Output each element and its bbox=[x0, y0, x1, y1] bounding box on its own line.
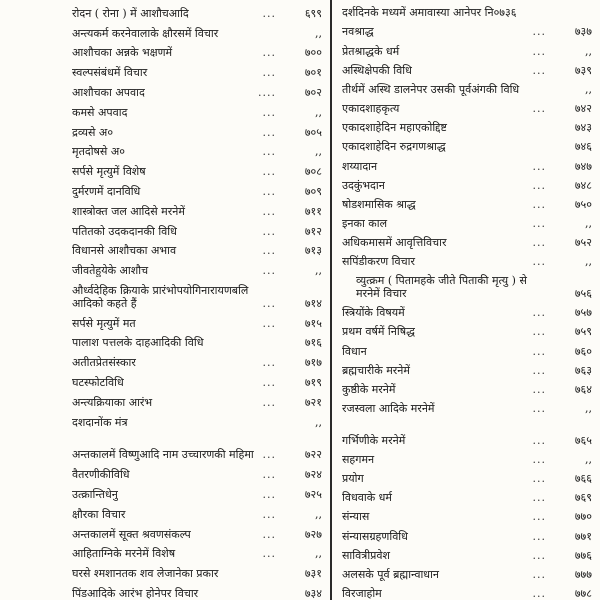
index-entry bbox=[342, 153, 592, 172]
entry-page-number: ७१७ bbox=[304, 356, 322, 370]
entry-page-number: ७७० bbox=[574, 510, 592, 524]
entry-leader-dots: ... bbox=[532, 325, 546, 339]
index-entry bbox=[72, 389, 322, 409]
entry-title: विधवाके धर्म bbox=[342, 491, 392, 505]
entry-page-number: ,, bbox=[585, 255, 592, 269]
index-entry bbox=[342, 58, 592, 77]
entry-page-number: ,, bbox=[585, 82, 592, 96]
entry-leader-dots: ... bbox=[532, 587, 546, 600]
entry-page-number: ७६३ bbox=[574, 363, 592, 377]
index-entry bbox=[72, 429, 322, 462]
index-entry bbox=[342, 504, 592, 523]
entry-page-number: ७२१ bbox=[304, 395, 322, 409]
entry-title: प्रेतश्राद्धके धर्म bbox=[342, 44, 400, 58]
entry-page-number: ७४६ bbox=[574, 140, 592, 154]
entry-title: दशदानोंक मंत्र bbox=[72, 415, 128, 429]
entry-page-number: ७६९ bbox=[574, 491, 592, 505]
entry-page-number: ७०५ bbox=[304, 125, 322, 139]
index-entry bbox=[72, 349, 322, 369]
entry-leader-dots: ... bbox=[532, 306, 546, 320]
entry-leader-dots: ... bbox=[532, 25, 546, 39]
entry-title: वैतरणीकीविधि bbox=[72, 468, 130, 482]
entry-title: सहगमन bbox=[342, 452, 375, 466]
index-entry bbox=[342, 96, 592, 115]
entry-page-number: ७४३ bbox=[574, 121, 592, 135]
entry-leader-dots: ... bbox=[262, 6, 276, 20]
entry-leader-dots: ... bbox=[262, 46, 276, 60]
entry-page-number: ७५२ bbox=[574, 236, 592, 250]
entry-leader-dots: ... bbox=[262, 125, 276, 139]
entry-title: और्ध्वदेहिक क्रियाके प्रारंभोपयोगिनारायणबलि आदिको कहते हैं bbox=[72, 283, 249, 310]
entry-page-number: ,, bbox=[315, 264, 322, 278]
entry-page-number: ७६० bbox=[574, 344, 592, 358]
entry-title: दुर्मरणमें दानविधि bbox=[72, 184, 141, 198]
entry-page-number: ७०१ bbox=[304, 66, 322, 80]
entry-page-number: ७११ bbox=[304, 204, 322, 218]
index-entry bbox=[72, 20, 322, 40]
entry-leader-dots: ... bbox=[532, 44, 546, 58]
index-entry bbox=[72, 238, 322, 258]
entry-page-number: ७४७ bbox=[574, 159, 592, 173]
entry-leader-dots: ... bbox=[532, 548, 546, 562]
entry-title: जीवतेहुयेके आशौच bbox=[72, 264, 149, 278]
index-entry bbox=[342, 358, 592, 377]
entry-title: अन्तकालमें विष्णुआदि नाम उच्चारणकी महिमा bbox=[72, 448, 254, 462]
entry-leader-dots: ... bbox=[262, 66, 276, 80]
index-entry bbox=[72, 541, 322, 561]
entry-title: विरजाहोम bbox=[342, 587, 382, 600]
entry-title: द्रव्यसे अ० bbox=[72, 125, 114, 139]
index-entry bbox=[72, 79, 322, 99]
index-entry bbox=[342, 115, 592, 134]
entry-title: व्युत्क्रम ( पितामहके जीते पिताकी मृत्यु ) से मरनेमें विचार bbox=[356, 274, 527, 301]
index-entry bbox=[72, 139, 322, 159]
entry-leader-dots: ... bbox=[532, 236, 546, 250]
entry-title: शय्यादान bbox=[342, 159, 378, 173]
entry-leader-dots: ... bbox=[532, 159, 546, 173]
index-entry bbox=[72, 277, 322, 310]
entry-page-number: ७४२ bbox=[574, 102, 592, 116]
entry-page-number: ७७८ bbox=[574, 587, 592, 600]
index-entry bbox=[72, 580, 322, 600]
entry-page-number: ,, bbox=[315, 547, 322, 561]
entry-title: घरसे श्मशानतक शव लेजानेका प्रकार bbox=[72, 567, 219, 581]
entry-page-number: ७७६ bbox=[574, 548, 592, 562]
index-entry bbox=[72, 59, 322, 79]
entry-title: दर्शदिनके मध्यमें अमावास्या आनेपर नि०७३६ bbox=[342, 6, 517, 20]
entry-title: पतितको उदकदानकी विधि bbox=[72, 224, 177, 238]
entry-page-number: ,, bbox=[315, 415, 322, 429]
entry-page-number: ७५७ bbox=[574, 306, 592, 320]
entry-title: अलसके पूर्व ब्रह्मान्वाधान bbox=[342, 567, 440, 581]
index-entry bbox=[72, 178, 322, 198]
entry-title: विधानसे आशौचका अभाव bbox=[72, 244, 177, 258]
index-entry bbox=[72, 310, 322, 330]
index-entry bbox=[342, 562, 592, 581]
index-entry bbox=[72, 218, 322, 238]
entry-page-number: ७५६ bbox=[574, 287, 592, 301]
entry-title: पिंडआदिके आरंभ होनेपर विचार bbox=[72, 586, 199, 600]
entry-leader-dots: ... bbox=[532, 529, 546, 543]
entry-title: सर्पसे मृत्युमें विशेष bbox=[72, 165, 146, 179]
index-entry bbox=[72, 521, 322, 541]
entry-leader-dots: ... bbox=[532, 217, 546, 231]
entry-title: पालाश पत्तलके दाहआदिकी विधि bbox=[72, 336, 204, 350]
entry-title: मृतदोषसे अ० bbox=[72, 145, 125, 159]
entry-page-number: ७१६ bbox=[304, 336, 322, 350]
entry-title: प्रयोग bbox=[342, 472, 364, 486]
entry-leader-dots: ... bbox=[262, 264, 276, 278]
entry-leader-dots: ... bbox=[262, 204, 276, 218]
entry-leader-dots: ... bbox=[532, 402, 546, 416]
entry-title: एकादशाहकृत्य bbox=[342, 102, 400, 116]
entry-leader-dots: ... bbox=[532, 567, 546, 581]
index-entry bbox=[342, 338, 592, 357]
entry-page-number: ७०९ bbox=[304, 184, 322, 198]
entry-leader-dots: ... bbox=[532, 197, 546, 211]
left-column bbox=[72, 0, 330, 600]
entry-page-number: ७२४ bbox=[304, 468, 322, 482]
entry-title: प्रथम वर्षमें निषिद्ध bbox=[342, 325, 415, 339]
entry-page-number: ७१२ bbox=[304, 224, 322, 238]
entry-leader-dots: ... bbox=[262, 448, 276, 462]
entry-leader-dots: ... bbox=[262, 224, 276, 238]
entry-page-number: ,, bbox=[585, 217, 592, 231]
entry-leader-dots: ... bbox=[262, 376, 276, 390]
entry-leader-dots: ... bbox=[262, 507, 276, 521]
entry-leader-dots: ... bbox=[532, 382, 546, 396]
entry-leader-dots: ... bbox=[262, 184, 276, 198]
entry-page-number: ७६६ bbox=[574, 472, 592, 486]
index-entry bbox=[72, 158, 322, 178]
entry-page-number: ७२७ bbox=[304, 527, 322, 541]
index-entry bbox=[72, 461, 322, 481]
entry-title: इनका काल bbox=[342, 217, 388, 231]
index-entry bbox=[342, 581, 592, 600]
entry-leader-dots: ... bbox=[262, 527, 276, 541]
entry-title: आशौचका अपवाद bbox=[72, 85, 145, 99]
entry-title: एकादशाहेदिन महाएकोद्दिष्ट bbox=[342, 121, 447, 135]
entry-title: गर्भिणीके मरनेमें bbox=[342, 433, 406, 447]
index-entry bbox=[72, 369, 322, 389]
index-entry bbox=[342, 396, 592, 415]
entry-page-number: ७०२ bbox=[304, 85, 322, 99]
entry-title: उत्क्रान्तिधेनु bbox=[72, 487, 118, 501]
entry-page-number: ७१९ bbox=[304, 376, 322, 390]
entry-leader-dots: ... bbox=[262, 316, 276, 330]
entry-page-number: ७६४ bbox=[574, 382, 592, 396]
entry-leader-dots: ... bbox=[532, 344, 546, 358]
entry-title: सर्पसे मृत्युमें मत bbox=[72, 316, 136, 330]
entry-title: सपिंडीकरण विचार bbox=[342, 255, 415, 269]
entry-leader-dots: ... bbox=[262, 468, 276, 482]
index-entry bbox=[342, 38, 592, 57]
index-entry bbox=[72, 481, 322, 501]
entry-title: नवश्राद्ध bbox=[342, 25, 374, 39]
entry-leader-dots: ... bbox=[532, 510, 546, 524]
entry-leader-dots: ... bbox=[262, 244, 276, 258]
entry-leader-dots: ... bbox=[262, 145, 276, 159]
entry-leader-dots: ... bbox=[532, 178, 546, 192]
entry-leader-dots: .... bbox=[258, 85, 276, 99]
entry-page-number: ७६५ bbox=[574, 433, 592, 447]
entry-page-number: ७०० bbox=[304, 46, 322, 60]
index-entry bbox=[342, 19, 592, 38]
entry-page-number: ,, bbox=[315, 26, 322, 40]
entry-title: कमसे अपवाद bbox=[72, 105, 128, 119]
index-entry bbox=[342, 230, 592, 249]
entry-leader-dots: ... bbox=[532, 472, 546, 486]
entry-title: रजस्वला आदिके मरनेमें bbox=[342, 402, 435, 416]
entry-page-number: ,, bbox=[315, 145, 322, 159]
index-entry bbox=[342, 211, 592, 230]
entry-page-number: ७२५ bbox=[304, 487, 322, 501]
index-entry bbox=[342, 134, 592, 153]
entry-page-number: ७३७ bbox=[574, 25, 592, 39]
entry-page-number: ७५९ bbox=[574, 325, 592, 339]
entry-title: स्वल्पसंबंधमें विचार bbox=[72, 66, 148, 80]
entry-page-number: ७१४ bbox=[304, 296, 322, 310]
entry-title: अन्त्यक्रियाका आरंभ bbox=[72, 395, 153, 409]
index-entry bbox=[72, 119, 322, 139]
right-column bbox=[332, 0, 592, 600]
entry-title: ब्रह्मचारीके मरनेमें bbox=[342, 363, 410, 377]
entry-title: सावित्रीप्रवेश bbox=[342, 548, 391, 562]
entry-title: अतीतप्रेतसंस्कार bbox=[72, 356, 136, 370]
entry-leader-dots: ... bbox=[532, 363, 546, 377]
entry-page-number: ७२२ bbox=[304, 448, 322, 462]
index-entry bbox=[72, 99, 322, 119]
entry-title: तीर्थमें अस्थि डालनेपर उसकी पूर्वअंगकी विधि bbox=[342, 82, 520, 96]
index-entry bbox=[72, 330, 322, 350]
entry-leader-dots: ... bbox=[262, 547, 276, 561]
index-entry bbox=[342, 77, 592, 96]
entry-page-number: ७४८ bbox=[574, 178, 592, 192]
index-entry bbox=[342, 300, 592, 319]
entry-page-number: ६९९ bbox=[304, 6, 322, 20]
entry-title: उदकुंभदान bbox=[342, 178, 385, 192]
entry-title: आशौचका अन्नके भक्षणमें bbox=[72, 46, 173, 60]
index-entry bbox=[72, 409, 322, 429]
entry-leader-dots: ... bbox=[532, 452, 546, 466]
index-entry bbox=[342, 249, 592, 268]
index-entry bbox=[72, 560, 322, 580]
index-entry bbox=[342, 447, 592, 466]
entry-leader-dots: ... bbox=[262, 395, 276, 409]
entry-leader-dots: ... bbox=[532, 491, 546, 505]
index-entry bbox=[72, 198, 322, 218]
entry-page-number: ,, bbox=[585, 44, 592, 58]
entry-leader-dots: ... bbox=[532, 102, 546, 116]
entry-page-number: ७३४ bbox=[304, 586, 322, 600]
index-entry bbox=[342, 319, 592, 338]
index-entry bbox=[342, 466, 592, 485]
entry-page-number: ७७७ bbox=[574, 567, 592, 581]
entry-title: आहिताग्निके मरनेमें विशेष bbox=[72, 547, 176, 561]
entry-leader-dots: ... bbox=[532, 255, 546, 269]
entry-page-number: ७१३ bbox=[304, 244, 322, 258]
entry-leader-dots: ... bbox=[262, 296, 276, 310]
index-entry bbox=[72, 0, 322, 20]
entry-title: एकादशाहेदिन रुद्रगणश्राद्ध bbox=[342, 140, 446, 154]
entry-title: संन्यास bbox=[342, 510, 370, 524]
entry-title: क्षौरका विचार bbox=[72, 507, 126, 521]
index-entry bbox=[72, 257, 322, 277]
entry-title: कुष्ठीके मरनेमें bbox=[342, 382, 396, 396]
entry-title: अन्तकालमें सूक्त श्रवणसंकल्प bbox=[72, 527, 191, 541]
index-entry bbox=[342, 485, 592, 504]
entry-leader-dots: ... bbox=[262, 165, 276, 179]
index-entry bbox=[342, 377, 592, 396]
index-entry bbox=[342, 543, 592, 562]
entry-title: षोडशमासिक श्राद्ध bbox=[342, 197, 416, 211]
entry-leader-dots: ... bbox=[262, 487, 276, 501]
index-entry bbox=[342, 192, 592, 211]
entry-page-number: ७०८ bbox=[304, 165, 322, 179]
index-entry bbox=[342, 268, 592, 300]
entry-title: घटस्फोटविधि bbox=[72, 376, 124, 390]
index-entry bbox=[72, 501, 322, 521]
entry-leader-dots: ... bbox=[532, 433, 546, 447]
entry-page-number: ७५० bbox=[574, 197, 592, 211]
entry-leader-dots: ... bbox=[262, 356, 276, 370]
entry-title: अन्त्यकर्म करनेवालाके क्षौरसमें विचार bbox=[72, 26, 219, 40]
entry-page-number: ,, bbox=[315, 507, 322, 521]
index-entry bbox=[342, 0, 592, 19]
entry-leader-dots: ... bbox=[262, 105, 276, 119]
index-entry bbox=[342, 173, 592, 192]
entry-page-number: ७१५ bbox=[304, 316, 322, 330]
entry-title: रोदन ( रोना ) में आशौचआदि bbox=[72, 6, 189, 20]
index-entry bbox=[342, 415, 592, 447]
entry-page-number: ७७१ bbox=[574, 529, 592, 543]
entry-page-number: ७३१ bbox=[304, 567, 322, 581]
entry-page-number: ,, bbox=[585, 402, 592, 416]
entry-page-number: ,, bbox=[585, 452, 592, 466]
entry-page-number: ७३९ bbox=[574, 63, 592, 77]
entry-title: शास्त्रोक्त जल आदिसे मरनेमें bbox=[72, 204, 185, 218]
entry-leader-dots: ... bbox=[532, 63, 546, 77]
index-entry bbox=[72, 40, 322, 60]
index-entry bbox=[342, 523, 592, 542]
entry-title: स्त्रियोंके विषयमें bbox=[342, 306, 405, 320]
entry-page-number: ,, bbox=[315, 105, 322, 119]
entry-title: अस्थिक्षेपकी विधि bbox=[342, 63, 412, 77]
entry-title: संन्यासग्रहणविधि bbox=[342, 529, 408, 543]
entry-title: विधान bbox=[342, 344, 367, 358]
entry-title: अधिकमासमें आवृत्तिविचार bbox=[342, 236, 447, 250]
